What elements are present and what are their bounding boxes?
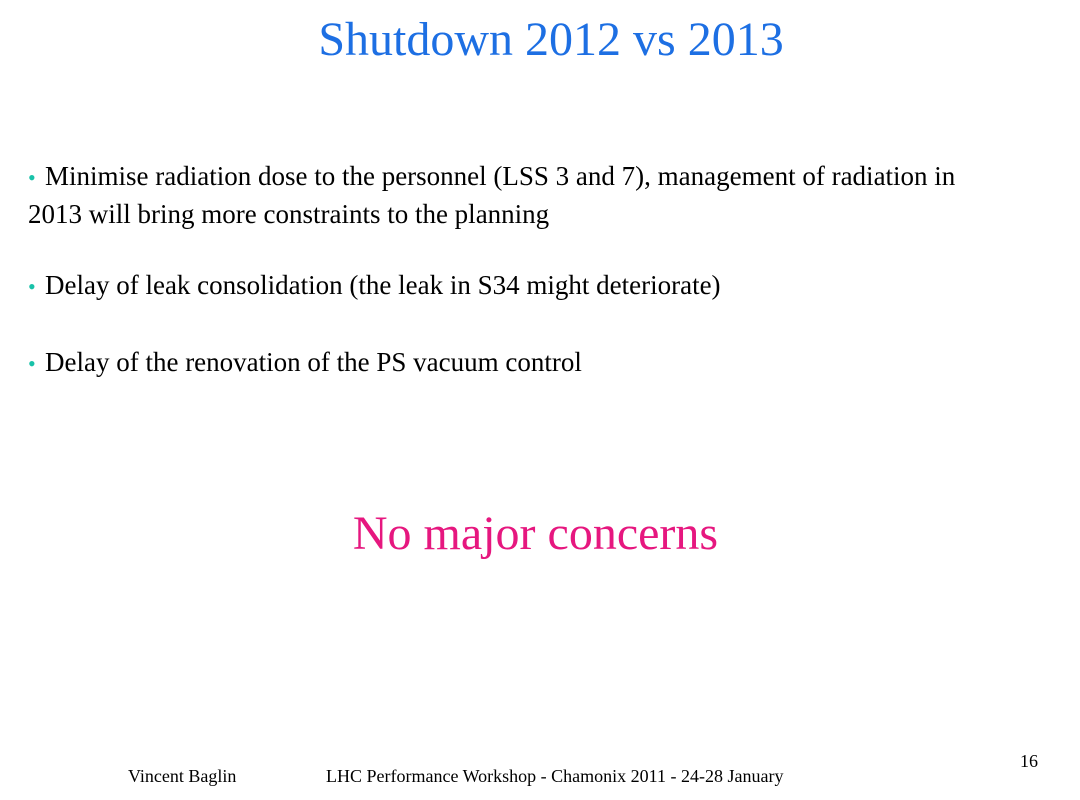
footer-author: Vincent Baglin [128,766,237,786]
bullet-item-leak [28,267,988,305]
slide-title: Shutdown 2012 vs 2013 [318,13,784,66]
footer [0,764,1080,794]
conclusion-text: No major concerns [352,507,719,560]
bullet-text: Delay of the renovation of the PS vacuum control [45,347,582,377]
bullet-dot-icon: • [28,351,36,376]
bullet-list [28,158,988,382]
bullet-text: Minimise radiation dose to the personnel (LSS 3 and 7), management of radiation in 2013 will bring more constraints to the planning [28,161,956,229]
bullet-text: Delay of leak consolidation (the leak in S34 might deteriorate) [45,270,721,300]
footer-event: LHC Performance Workshop - Chamonix 2011 - 24-28 January [326,766,784,786]
bullet-dot-icon: • [28,274,36,299]
bullet-item-vacuum-control [28,344,988,382]
bullet-dot-icon: • [28,165,36,190]
bullet-item-radiation [28,158,988,232]
slide-number: 16 [1020,751,1038,771]
